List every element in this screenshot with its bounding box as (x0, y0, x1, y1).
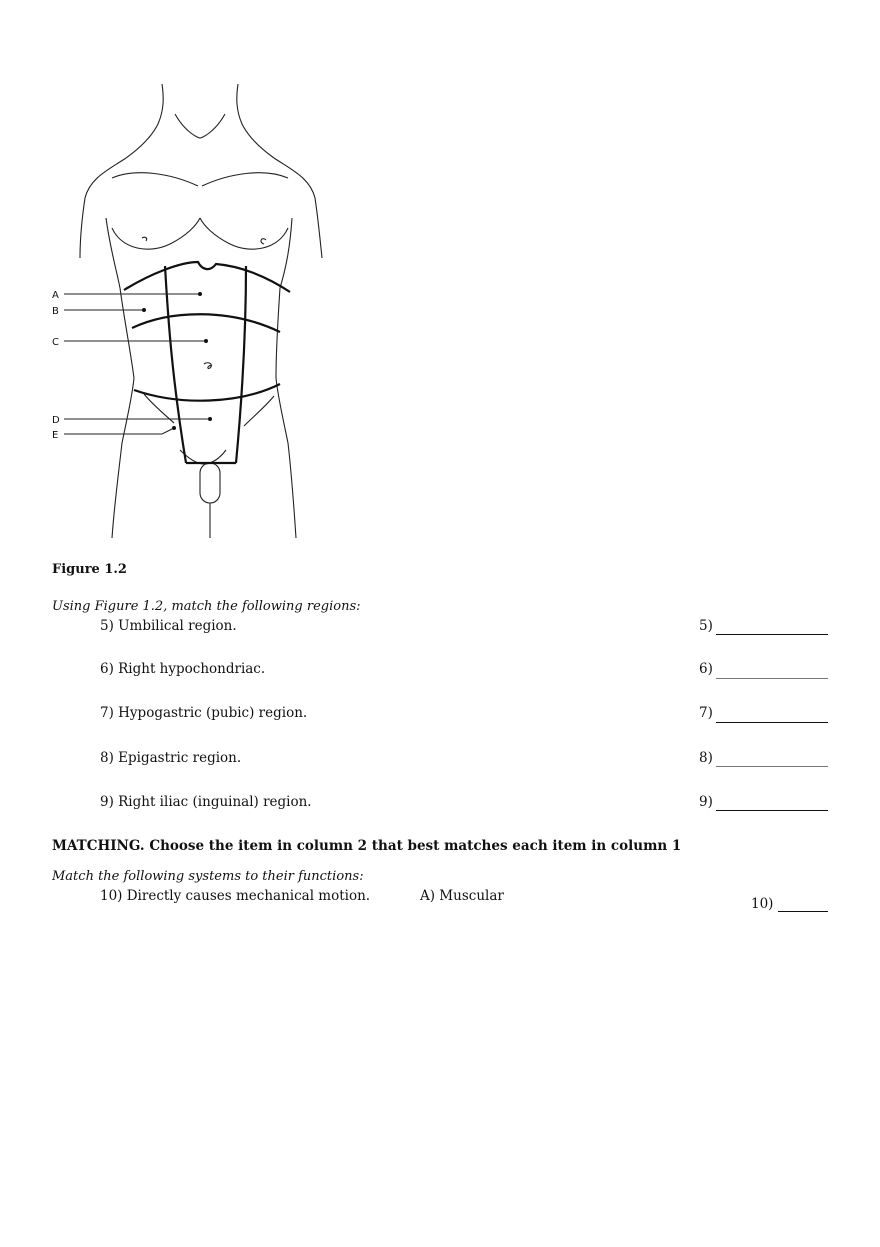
figure-label-e: E (52, 430, 59, 441)
figure-label-a: A (52, 290, 59, 301)
matching-heading: MATCHING. Choose the item in column 2 that best matches each item in column 1 (52, 838, 682, 854)
answer-number-5: 5) (699, 618, 713, 634)
answer-number-9: 9) (699, 794, 713, 810)
answer-blank-10[interactable] (778, 911, 828, 912)
question-5: 5) Umbilical region. (100, 618, 237, 634)
answer-blank-9[interactable] (716, 810, 828, 811)
answer-blank-8[interactable] (716, 766, 828, 767)
question-10: 10) Directly causes mechanical motion. (100, 888, 371, 904)
answer-number-10: 10) (751, 896, 774, 912)
abdominal-regions-figure (40, 78, 360, 548)
option-a: A) Muscular (420, 888, 504, 904)
answer-number-7: 7) (699, 705, 713, 721)
figure-label-b: B (52, 306, 59, 317)
answer-number-8: 8) (699, 750, 713, 766)
figure-label-c: C (52, 337, 59, 348)
question-9: 9) Right iliac (inguinal) region. (100, 794, 312, 810)
figure-caption: Figure 1.2 (52, 562, 127, 577)
question-8: 8) Epigastric region. (100, 750, 242, 766)
answer-blank-5[interactable] (716, 634, 828, 635)
figure-label-d: D (52, 415, 60, 426)
question-6: 6) Right hypochondriac. (100, 661, 266, 677)
question-7: 7) Hypogastric (pubic) region. (100, 705, 308, 721)
answer-blank-6[interactable] (716, 678, 828, 679)
part1-instruction: Using Figure 1.2, match the following regions: (52, 599, 361, 614)
answer-blank-7[interactable] (716, 722, 828, 723)
matching-instruction: Match the following systems to their functions: (52, 869, 364, 884)
answer-number-6: 6) (699, 661, 713, 677)
